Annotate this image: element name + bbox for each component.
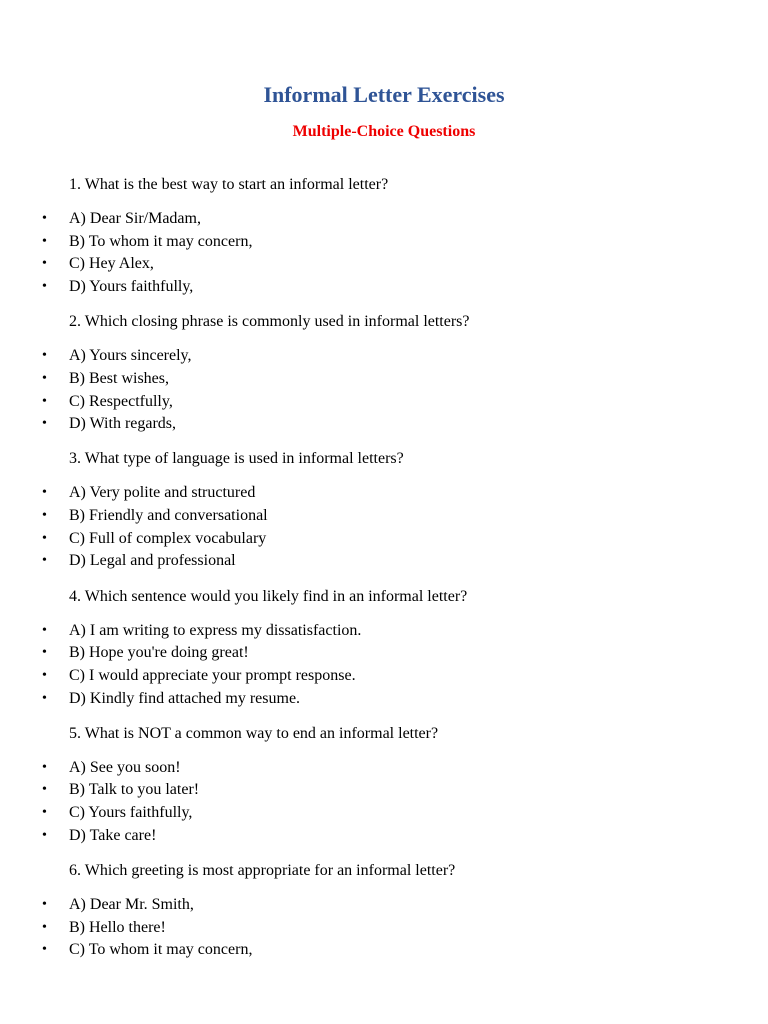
bullet-icon: • bbox=[42, 759, 47, 775]
option-text: C) To whom it may concern, bbox=[69, 941, 253, 959]
option-text: B) To whom it may concern, bbox=[69, 232, 253, 250]
option-text: C) Yours faithfully, bbox=[69, 804, 193, 822]
bullet-icon: • bbox=[42, 896, 47, 912]
option-text: A) Dear Mr. Smith, bbox=[69, 895, 194, 913]
option-text: C) Respectfully, bbox=[69, 392, 173, 410]
question-list bbox=[0, 173, 768, 996]
bullet-icon: • bbox=[42, 370, 47, 386]
bullet-icon: • bbox=[42, 233, 47, 249]
option-text: C) Hey Alex, bbox=[69, 255, 154, 273]
bullet-icon: • bbox=[42, 530, 47, 546]
bullet-icon: • bbox=[42, 622, 47, 638]
bullet-icon: • bbox=[42, 348, 47, 364]
bullet-icon: • bbox=[42, 416, 47, 432]
document-title: Informal Letter Exercises bbox=[263, 82, 505, 107]
option-text: B) Friendly and conversational bbox=[69, 507, 268, 525]
question-2 bbox=[0, 310, 768, 447]
question-text: 1. What is the best way to start an informal letter? bbox=[69, 176, 389, 193]
question-3 bbox=[0, 447, 768, 584]
option-text: D) Legal and professional bbox=[69, 552, 236, 570]
option-text: D) Take care! bbox=[69, 826, 157, 844]
option-text: A) Yours sincerely, bbox=[69, 347, 192, 365]
bullet-icon: • bbox=[42, 211, 47, 226]
bullet-icon: • bbox=[42, 508, 47, 524]
question-text: 4. Which sentence would you likely find in an informal letter? bbox=[69, 587, 468, 605]
option-text: A) See you soon! bbox=[69, 758, 181, 776]
option-text: B) Talk to you later! bbox=[69, 781, 200, 799]
option-text: A) I am writing to express my dissatisfaction. bbox=[69, 621, 362, 639]
bullet-icon: • bbox=[42, 393, 47, 409]
bullet-icon: • bbox=[42, 667, 47, 683]
question-5 bbox=[0, 722, 768, 859]
question-1 bbox=[0, 173, 768, 310]
option-text: B) Best wishes, bbox=[69, 369, 169, 387]
bullet-icon: • bbox=[42, 256, 47, 272]
question-6 bbox=[0, 859, 768, 996]
bullet-icon: • bbox=[42, 485, 47, 501]
option-text: A) Dear Sir/Madam, bbox=[69, 210, 201, 227]
bullet-icon: • bbox=[42, 690, 47, 706]
option-text: D) Yours faithfully, bbox=[69, 278, 194, 296]
question-text: 5. What is NOT a common way to end an informal letter? bbox=[69, 724, 439, 742]
option-text: D) With regards, bbox=[69, 415, 177, 433]
bullet-icon: • bbox=[42, 805, 47, 821]
question-text: 2. Which closing phrase is commonly used in informal letters? bbox=[69, 313, 470, 331]
option-text: C) Full of complex vocabulary bbox=[69, 529, 267, 547]
option-text: D) Kindly find attached my resume. bbox=[69, 689, 301, 707]
question-text: 6. Which greeting is most appropriate for an informal letter? bbox=[69, 861, 456, 879]
bullet-icon: • bbox=[42, 645, 47, 661]
bullet-icon: • bbox=[42, 279, 47, 295]
option-text: A) Very polite and structured bbox=[69, 484, 256, 502]
bullet-icon: • bbox=[42, 782, 47, 798]
bullet-icon: • bbox=[42, 827, 47, 843]
question-text: 3. What type of language is used in informal letters? bbox=[69, 450, 404, 468]
document-subtitle: Multiple-Choice Questions bbox=[292, 123, 476, 140]
bullet-icon: • bbox=[42, 553, 47, 569]
bullet-icon: • bbox=[42, 919, 47, 935]
option-text: C) I would appreciate your prompt response. bbox=[69, 666, 356, 684]
option-text: B) Hope you're doing great! bbox=[69, 644, 249, 662]
question-4 bbox=[0, 585, 768, 722]
option-text: B) Hello there! bbox=[69, 918, 166, 936]
bullet-icon: • bbox=[42, 942, 47, 958]
